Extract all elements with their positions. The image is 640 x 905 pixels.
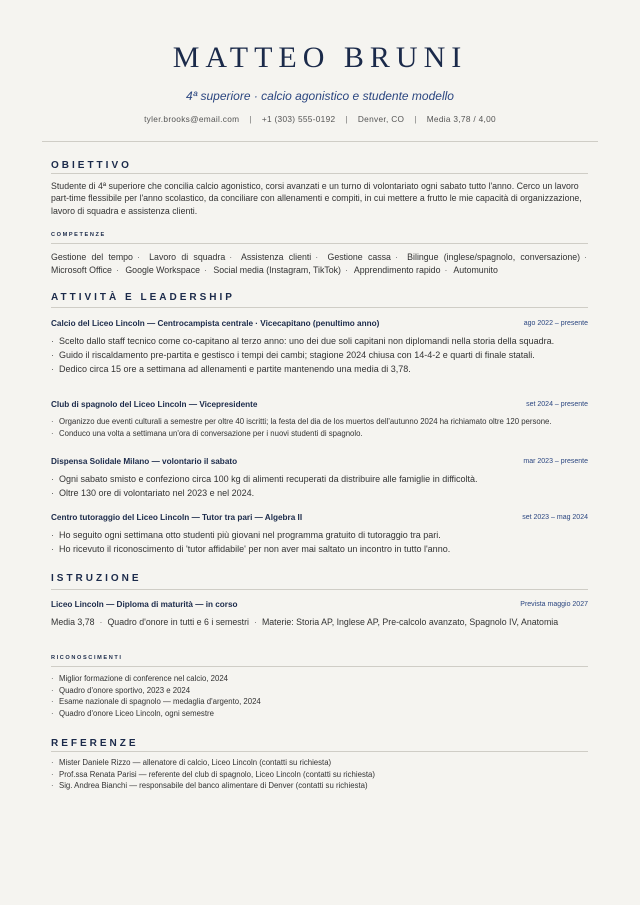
- contact-location: Denver, CO: [357, 114, 405, 124]
- objective-text: Studente di 4ª superiore che concilia calcio agonistico, corsi avanzati e un turno di volontariato ogni sabato tutto l'anno. Cerco un lavoro part-time flessibile per l'anno scolastico, da conciliare con allenamenti e compiti, in cui mettere a frutto le mie capacità di organizzazione, lavoro di squadra e assistenza clienti.: [51, 181, 582, 216]
- list-item: · Quadro d'onore sportivo, 2023 e 2024: [51, 685, 596, 697]
- education-detail: Quadro d'onore in tutti e 6 i semestri: [107, 617, 249, 627]
- list-item: · Quadro d'onore Liceo Lincoln, ogni semestre: [51, 708, 596, 720]
- skill-item: Gestione cassa: [327, 252, 391, 262]
- section-divider: [51, 666, 588, 667]
- activity-org: Dispensa Solidale Milano: [51, 457, 150, 466]
- contact-line: [0, 113, 640, 125]
- activity-entry-header: Club di spagnolo del Liceo Lincoln — Vicepresidente set 2024 – presente: [51, 400, 588, 409]
- list-item: · Ogni sabato smisto e confeziono circa 100 kg di alimenti recuperati da distribuire alle famiglie in difficoltà.: [51, 472, 596, 486]
- tagline: 4ª superiore · calcio agonistico e studente modello: [186, 89, 454, 103]
- activity-role: Tutor tra pari — Algebra II: [202, 513, 303, 522]
- references-title: REFERENZE: [51, 738, 139, 749]
- education-date: Prevista maggio 2027: [520, 601, 588, 608]
- list-item: · Organizzo due eventi culturali a semestre per oltre 40 iscritti; la festa del dia de los muertos dell'autunno 2024 ha richiamato oltre 120 persone.: [51, 416, 596, 428]
- activity-org: Calcio del Liceo Lincoln: [51, 319, 145, 328]
- separator: |: [345, 114, 348, 124]
- education-detail: Materie: Storia AP, Inglese AP, Pre-calcolo avanzato, Spagnolo IV, Anatomia: [261, 617, 559, 627]
- contact-phone[interactable]: +1 (303) 555-0192: [261, 114, 336, 124]
- skill-item: Microsoft Office: [51, 265, 112, 275]
- contact-email[interactable]: tyler.brooks@email.com: [144, 114, 240, 124]
- activity-date: ago 2022 – presente: [523, 320, 588, 327]
- education-details: Media 3,78 · Quadro d'onore in tutti e 6 i semestri · Materie: Storia AP, Inglese AP, Pre-calcolo avanzato, Spagnolo IV, Anatomia: [51, 617, 559, 627]
- section-divider: [51, 751, 588, 752]
- separator: |: [414, 114, 417, 124]
- contact-gpa: Media 3,78 / 4,00: [426, 114, 496, 124]
- list-item: · Sig. Andrea Bianchi — responsabile del banco alimentare di Denver (contatti su richiesta): [51, 780, 596, 792]
- list-item: · Ho ricevuto il riconoscimento di 'tutor affidabile' per non aver mai saltato un incontro in tutto l'anno.: [51, 542, 596, 556]
- skill-item: Google Workspace: [125, 265, 200, 275]
- skill-item: Apprendimento rapido: [353, 265, 441, 275]
- activity-date: set 2024 – presente: [526, 401, 588, 408]
- list-item: · Oltre 130 ore di volontariato nel 2023 e nel 2024.: [51, 486, 596, 500]
- list-item: · Scelto dallo staff tecnico come co-capitano al terzo anno: uno dei due soli capitani non diplomandi nella storia della squadra.: [51, 334, 596, 348]
- activity-bullets: [51, 472, 596, 500]
- activity-org: Centro tutoraggio del Liceo Lincoln: [51, 513, 190, 522]
- objective-title: OBIETTIVO: [51, 160, 132, 171]
- skills-title: COMPETENZE: [51, 232, 106, 238]
- section-divider: [51, 243, 588, 244]
- skill-item: Automunito: [453, 265, 498, 275]
- list-item: · Mister Daniele Rizzo — allenatore di calcio, Liceo Lincoln (contatti su richiesta): [51, 757, 596, 769]
- activity-entry-header: Dispensa Solidale Milano — volontario il sabato mar 2023 – presente: [51, 457, 588, 466]
- list-item: · Conduco una volta a settimana un'ora di conversazione per i nuovi studenti di spagnolo.: [51, 428, 596, 440]
- header-divider: [42, 141, 598, 142]
- references-list: [51, 757, 596, 792]
- list-item: · Dedico circa 15 ore a settimana ad allenamenti e partite mantenendo una media di 3,78.: [51, 362, 596, 376]
- activity-bullets: [51, 528, 596, 556]
- activity-role: Centrocampista centrale · Vicecapitano (penultimo anno): [157, 319, 380, 328]
- list-item: · Prof.ssa Renata Parisi — referente del club di spagnolo, Liceo Lincoln (contatti su richiesta): [51, 769, 596, 781]
- section-divider: [51, 173, 588, 174]
- education-detail: Media 3,78: [51, 617, 95, 627]
- activity-bullets: [51, 416, 596, 439]
- section-divider: [51, 589, 588, 590]
- candidate-name: MATTEO BRUNI: [172, 41, 468, 74]
- education-title: ISTRUZIONE: [51, 573, 142, 584]
- skill-item: Social media (Instagram, TikTok): [213, 265, 341, 275]
- activity-entry-header: Centro tutoraggio del Liceo Lincoln — Tutor tra pari — Algebra II set 2023 – mag 2024: [51, 513, 588, 522]
- skill-item: Lavoro di squadra: [149, 252, 226, 262]
- skill-item: Gestione del tempo: [51, 252, 133, 262]
- awards-list: [51, 673, 596, 719]
- education-degree: Diploma di maturità — in corso: [116, 600, 238, 609]
- section-divider: [51, 307, 588, 308]
- skills-list: Gestione del tempo · Lavoro di squadra · Assistenza clienti · Gestione cassa · Bilingue (inglese/spagnolo, conversazione) · Microsoft Office · Google Workspace · Social media (Instagram, TikTok) · Apprendimento rapido · Automunito: [51, 252, 587, 275]
- separator: |: [249, 114, 252, 124]
- activity-org: Club di spagnolo del Liceo Lincoln: [51, 400, 187, 409]
- activity-date: mar 2023 – presente: [523, 458, 588, 465]
- activity-entry-header: Calcio del Liceo Lincoln — Centrocampista centrale · Vicecapitano (penultimo anno) ago 2022 – presente: [51, 319, 588, 328]
- education-entry-header: Liceo Lincoln — Diploma di maturità — in corso Prevista maggio 2027: [51, 600, 588, 609]
- list-item: · Guido il riscaldamento pre-partita e gestisco i tempi dei cambi; stagione 2024 chiusa con 14-4-2 e quarti di finale statali.: [51, 348, 596, 362]
- list-item: · Ho seguito ogni settimana otto studenti più giovani nel programma gratuito di tutoraggio tra pari.: [51, 528, 596, 542]
- activity-date: set 2023 – mag 2024: [522, 514, 588, 521]
- skill-item: Assistenza clienti: [240, 252, 312, 262]
- activity-bullets: [51, 334, 596, 377]
- activity-role: volontario il sabato: [162, 457, 238, 466]
- list-item: · Miglior formazione di conference nel calcio, 2024: [51, 673, 596, 685]
- skill-item: Bilingue (inglese/spagnolo, conversazione): [407, 252, 581, 262]
- education-school: Liceo Lincoln: [51, 600, 104, 609]
- activities-title: ATTIVITÀ E LEADERSHIP: [51, 292, 235, 303]
- activity-role: Vicepresidente: [199, 400, 258, 409]
- awards-title: RICONOSCIMENTI: [51, 655, 123, 661]
- list-item: · Esame nazionale di spagnolo — medaglia d'argento, 2024: [51, 696, 596, 708]
